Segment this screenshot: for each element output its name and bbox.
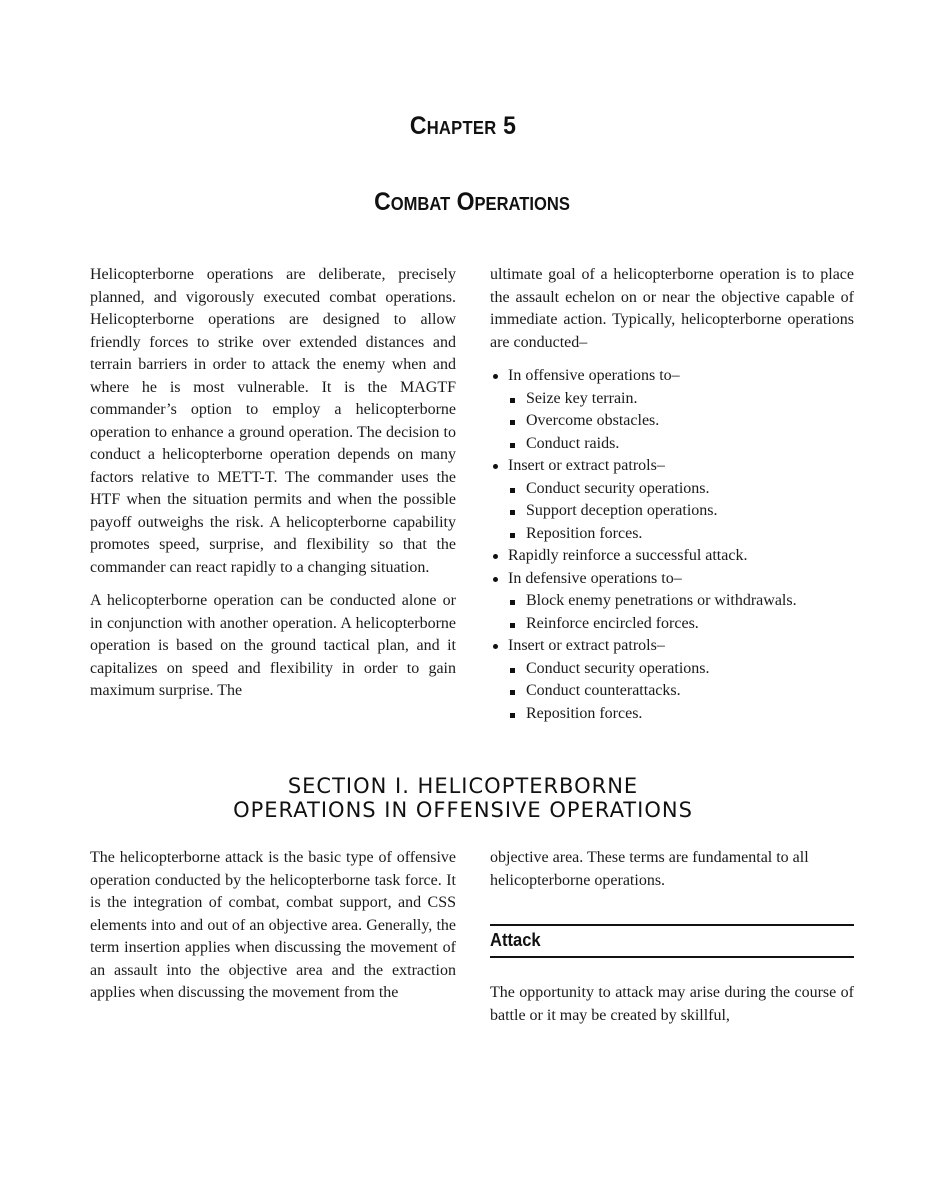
- section-heading-line-2: OPERATIONS IN OFFENSIVE OPERATIONS: [233, 798, 693, 822]
- sub-bullet-list: [508, 658, 854, 726]
- section-paragraph-2: objective area. These terms are fundamental to all helicopterborne operations.: [490, 849, 809, 889]
- section-heading: [0, 774, 926, 822]
- sub-bullet-list: [508, 388, 854, 456]
- section-right-column: [490, 847, 854, 892]
- bullet-text: Insert or extract patrols–: [508, 637, 665, 654]
- sub-bullet-item: Overcome obstacles.: [508, 410, 854, 433]
- attack-paragraph: The opportunity to attack may arise during the course of battle or it may be created by skillful,: [490, 984, 854, 1024]
- operations-bullet-list: [490, 365, 854, 725]
- bullet-text: Insert or extract patrols–: [508, 457, 665, 474]
- subheading-top-rule: [490, 924, 854, 926]
- bullet-item: [490, 365, 854, 455]
- bullet-item: [490, 455, 854, 545]
- sub-bullet-item: Conduct security operations.: [508, 658, 854, 681]
- chapter-subtitle: Combat Operations: [374, 188, 570, 216]
- bullet-text: In offensive operations to–: [508, 367, 680, 384]
- sub-bullet-item: Block enemy penetrations or withdrawals.: [508, 590, 854, 613]
- subheading-bottom-rule: [490, 956, 854, 958]
- sub-bullet-item: Conduct counterattacks.: [508, 680, 854, 703]
- sub-bullet-list: [508, 590, 854, 635]
- sub-bullet-item: Reposition forces.: [508, 523, 854, 546]
- attack-column: [490, 982, 854, 1027]
- section-left-column: [90, 847, 456, 1005]
- sub-bullet-item: Seize key terrain.: [508, 388, 854, 411]
- sub-bullet-list: [508, 478, 854, 546]
- section-paragraph-1: The helicopterborne attack is the basic type of offensive operation conducted by the helicopterborne task force. It is the integration of combat, combat support, and CSS elements into and out of an objective area. Generally, the term insertion applies when discussing the movement of an assault into the objective area and the extraction applies when discussing the movement from the: [90, 849, 456, 1001]
- intro-left-column: [90, 264, 456, 703]
- bullet-text: Rapidly reinforce a successful attack.: [508, 547, 748, 564]
- sub-bullet-item: Conduct raids.: [508, 433, 854, 456]
- sub-bullet-item: Conduct security operations.: [508, 478, 854, 501]
- bullet-item: [490, 545, 854, 568]
- sub-bullet-item: Reinforce encircled forces.: [508, 613, 854, 636]
- intro-right-column: [490, 264, 854, 725]
- sub-bullet-item: Reposition forces.: [508, 703, 854, 726]
- intro-paragraph-2: A helicopterborne operation can be conducted alone or in conjunction with another operation. A helicopterborne operation is based on the ground tactical plan, and it capitalizes on speed and flexibility in order to gain maximum surprise. The: [90, 592, 456, 699]
- attack-subheading: Attack: [490, 930, 541, 950]
- sub-bullet-item: Support deception operations.: [508, 500, 854, 523]
- intro-paragraph-3: ultimate goal of a helicopterborne operation is to place the assault echelon on or near the objective capable of immediate action. Typically, helicopterborne operations are conducted–: [490, 266, 854, 351]
- section-heading-line-1: SECTION I. HELICOPTERBORNE: [287, 774, 639, 798]
- chapter-title: Chapter 5: [409, 112, 517, 140]
- intro-paragraph-1: Helicopterborne operations are deliberate, precisely planned, and vigorously executed combat operations. Helicopterborne operations are designed to allow friendly forces to strike over extended distances and terrain barriers in order to attack the enemy when and where he is most vulnerable. It is the MAGTF commander’s option to employ a helicopterborne operation to enhance a ground operation. The decision to conduct a helicopterborne operation depends on many factors relative to METT-T. The commander uses the HTF when the situation permits and when the possible payoff outweighs the risk. A helicopterborne capability promotes speed, surprise, and flexibility so that the commander can react rapidly to a changing situation.: [90, 266, 456, 576]
- bullet-item: [490, 568, 854, 636]
- bullet-item: [490, 635, 854, 725]
- bullet-text: In defensive operations to–: [508, 569, 682, 587]
